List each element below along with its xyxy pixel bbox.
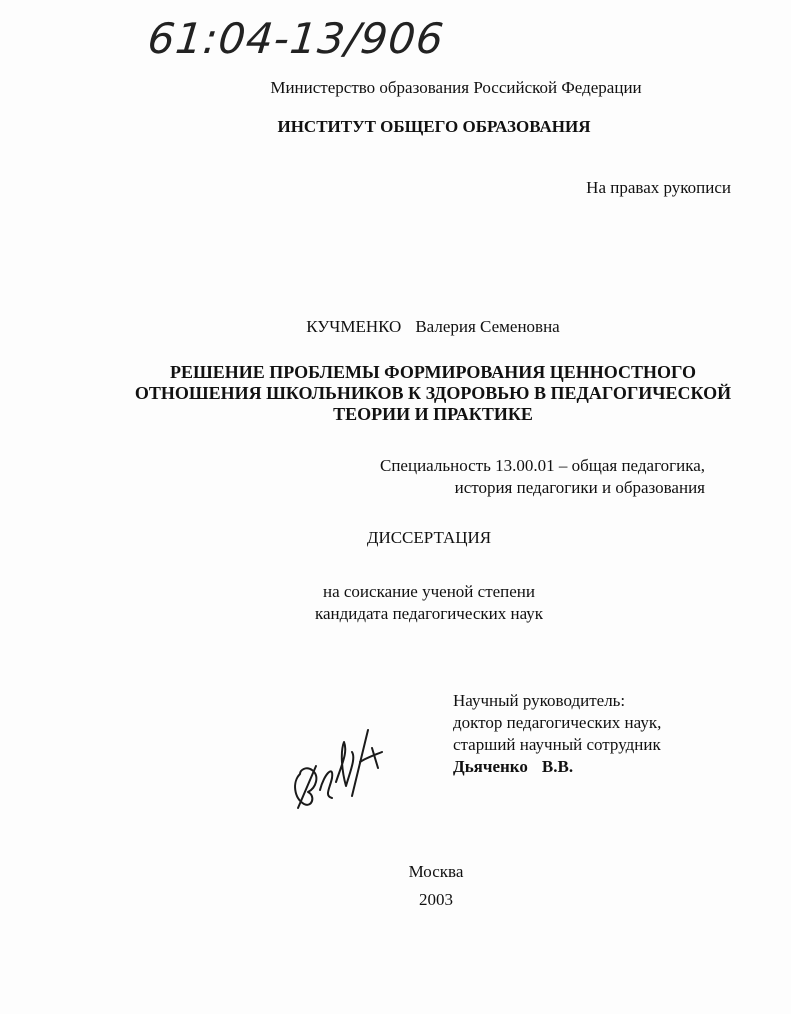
year: 2003 [419, 890, 453, 909]
degree-sought [0, 581, 791, 625]
rights-note: На правах рукописи [586, 178, 731, 197]
supervisor-degree: доктор педагогических наук, [453, 713, 662, 732]
title-line: ТЕОРИИ И ПРАКТИКЕ [333, 404, 533, 424]
author-name [0, 317, 791, 337]
specialty [380, 455, 705, 499]
degree-line: кандидата педагогических наук [314, 604, 544, 623]
specialty-line: история педагогики и образования [454, 478, 705, 497]
handwritten-catalog-number: 61:04-13/906 [145, 14, 447, 63]
title-line: ОТНОШЕНИЯ ШКОЛЬНИКОВ К ЗДОРОВЬЮ В ПЕДАГОГИЧЕСКОЙ [134, 383, 732, 403]
author-given-names: Валерия Семеновна [415, 317, 560, 336]
degree-line: на соискание ученой степени [322, 582, 536, 601]
institute-name: ИНСТИТУТ ОБЩЕГО ОБРАЗОВАНИЯ [277, 117, 591, 136]
supervisor-position: старший научный сотрудник [453, 735, 661, 754]
title-line: РЕШЕНИЕ ПРОБЛЕМЫ ФОРМИРОВАНИЯ ЦЕННОСТНОГО [169, 362, 697, 382]
document-type: ДИССЕРТАЦИЯ [366, 528, 492, 547]
city: Москва [408, 862, 464, 881]
specialty-line: Специальность 13.00.01 – общая педагогика, [380, 456, 705, 475]
supervisor-block [453, 690, 661, 778]
supervisor-surname: Дьяченко [453, 757, 528, 776]
ministry-name: Министерство образования Российской Федерации [270, 78, 642, 97]
author-surname: КУЧМЕНКО [306, 317, 402, 336]
supervisor-name [453, 756, 661, 778]
supervisor-label: Научный руководитель: [453, 691, 626, 710]
dissertation-title [0, 362, 791, 425]
supervisor-initials: В.В. [541, 757, 574, 776]
handwritten-signature [286, 712, 386, 822]
